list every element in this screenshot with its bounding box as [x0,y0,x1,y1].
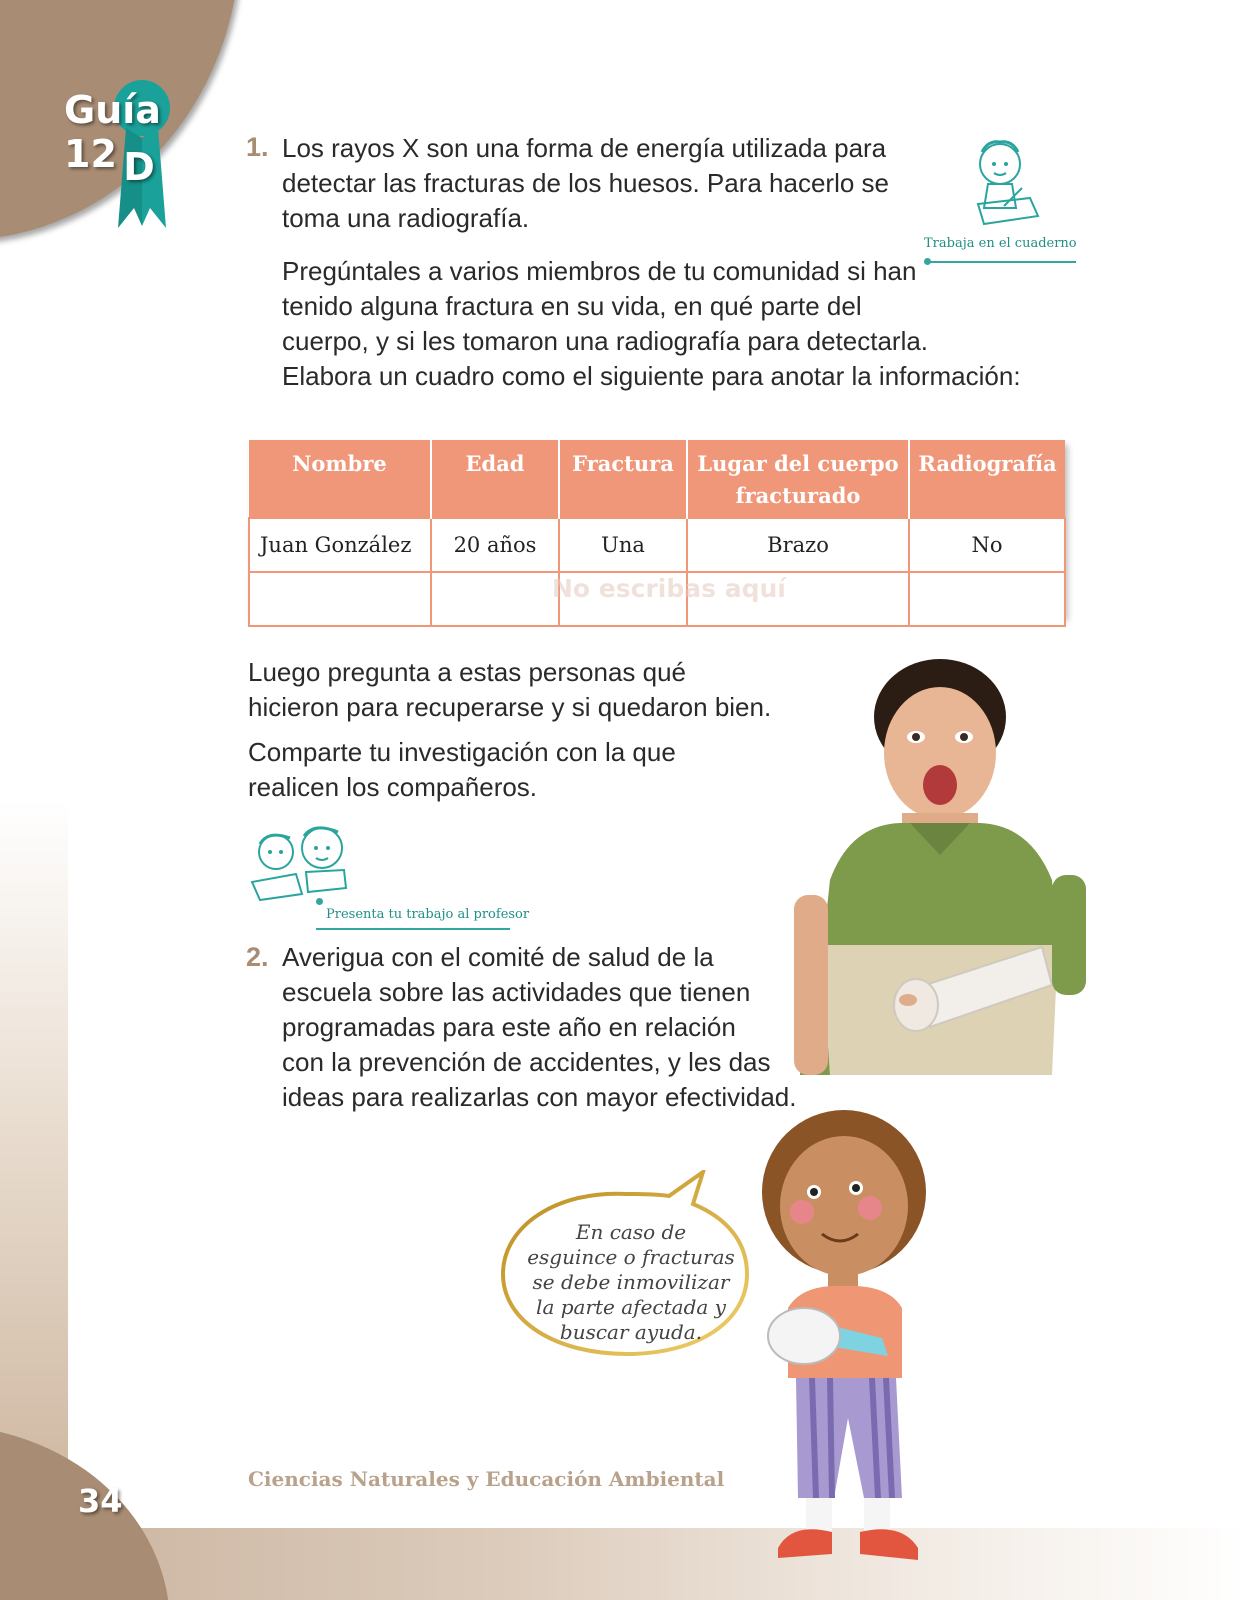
bullet-dot [316,898,323,905]
two-children-icon [246,822,358,904]
table-cell: 20 años [431,518,559,572]
do-not-write-watermark: No escribas aquí [552,574,786,603]
present-to-teacher-badge [246,822,530,932]
followup-paragraph-1 [248,655,771,725]
table-cell: Una [559,518,687,572]
text-line: Averigua con el comité de salud de la [282,942,714,972]
text-line: Elabora un cuadro como el siguiente para anotar la información: [282,361,1021,391]
text-line: Luego pregunta a estas personas qué [248,657,687,687]
activity-2-text [282,940,796,1115]
boy-with-cast-photo [790,655,1090,1100]
present-icon-label: Presenta tu trabajo al profesor [326,907,530,922]
cartoon-boy-with-sling-illustration [752,1108,942,1578]
column-header: Nombre [249,440,431,518]
speech-bubble-text [522,1220,740,1345]
activity-1-intro [282,131,889,236]
underline [928,261,1076,263]
column-header: Edad [431,440,559,518]
text-line: detectar las fracturas de los huesos. Para hacerlo se [282,168,889,198]
table-cell: Brazo [687,518,909,572]
text-line: cuerpo, y si les tomaron una radiografía para detectarla. [282,326,929,356]
guide-title: Guía 12 [64,88,161,176]
bubble-line: buscar ayuda. [559,1320,703,1344]
text-line: ideas para realizarlas con mayor efectividad. [282,1082,797,1112]
text-line: con la prevención de accidentes, y les das [282,1047,771,1077]
table-cell: Juan González [249,518,431,572]
guide-letter: D [123,145,155,189]
column-header: Lugar del cuerpo fracturado [687,440,909,518]
table-cell: No [909,518,1065,572]
bubble-line: la parte afectada y [536,1295,726,1319]
text-line: escuela sobre las actividades que tienen [282,977,751,1007]
table-cell [431,572,559,626]
bubble-line: se debe inmovilizar [532,1270,730,1294]
notebook-icon-label: Trabaja en el cuaderno [924,236,1077,251]
subject-footer: Ciencias Naturales y Educación Ambiental [248,1467,725,1491]
followup-paragraph-2 [248,735,676,805]
text-line: tenido alguna fractura en su vida, en qué parte del [282,291,862,321]
text-line: realicen los compañeros. [248,772,538,802]
page-number: 34 [78,1482,123,1520]
child-writing-icon [964,138,1044,228]
bubble-line: En caso de [575,1220,687,1244]
work-in-notebook-badge [924,138,1080,268]
table-row [249,518,1065,572]
text-line: Los rayos X son una forma de energía utilizada para [282,133,887,163]
text-line: hicieron para recuperarse y si quedaron bien. [248,692,772,722]
underline [316,928,510,930]
column-header: Fractura [559,440,687,518]
bubble-line: esguince o fracturas [527,1245,735,1269]
activity-2-number: 2. [246,942,269,972]
bottom-band-decoration [0,1528,1248,1600]
text-line: programadas para este año en relación [282,1012,736,1042]
table-cell [909,572,1065,626]
text-line: Pregúntales a varios miembros de tu comunidad si han [282,256,917,286]
activity-1-instructions [282,254,1021,394]
table-header-row [249,440,1065,518]
table-cell [249,572,431,626]
column-header: Radiografía [909,440,1065,518]
text-line: toma una radiografía. [282,203,530,233]
text-line: Comparte tu investigación con la que [248,737,676,767]
activity-1-number: 1. [246,132,269,162]
